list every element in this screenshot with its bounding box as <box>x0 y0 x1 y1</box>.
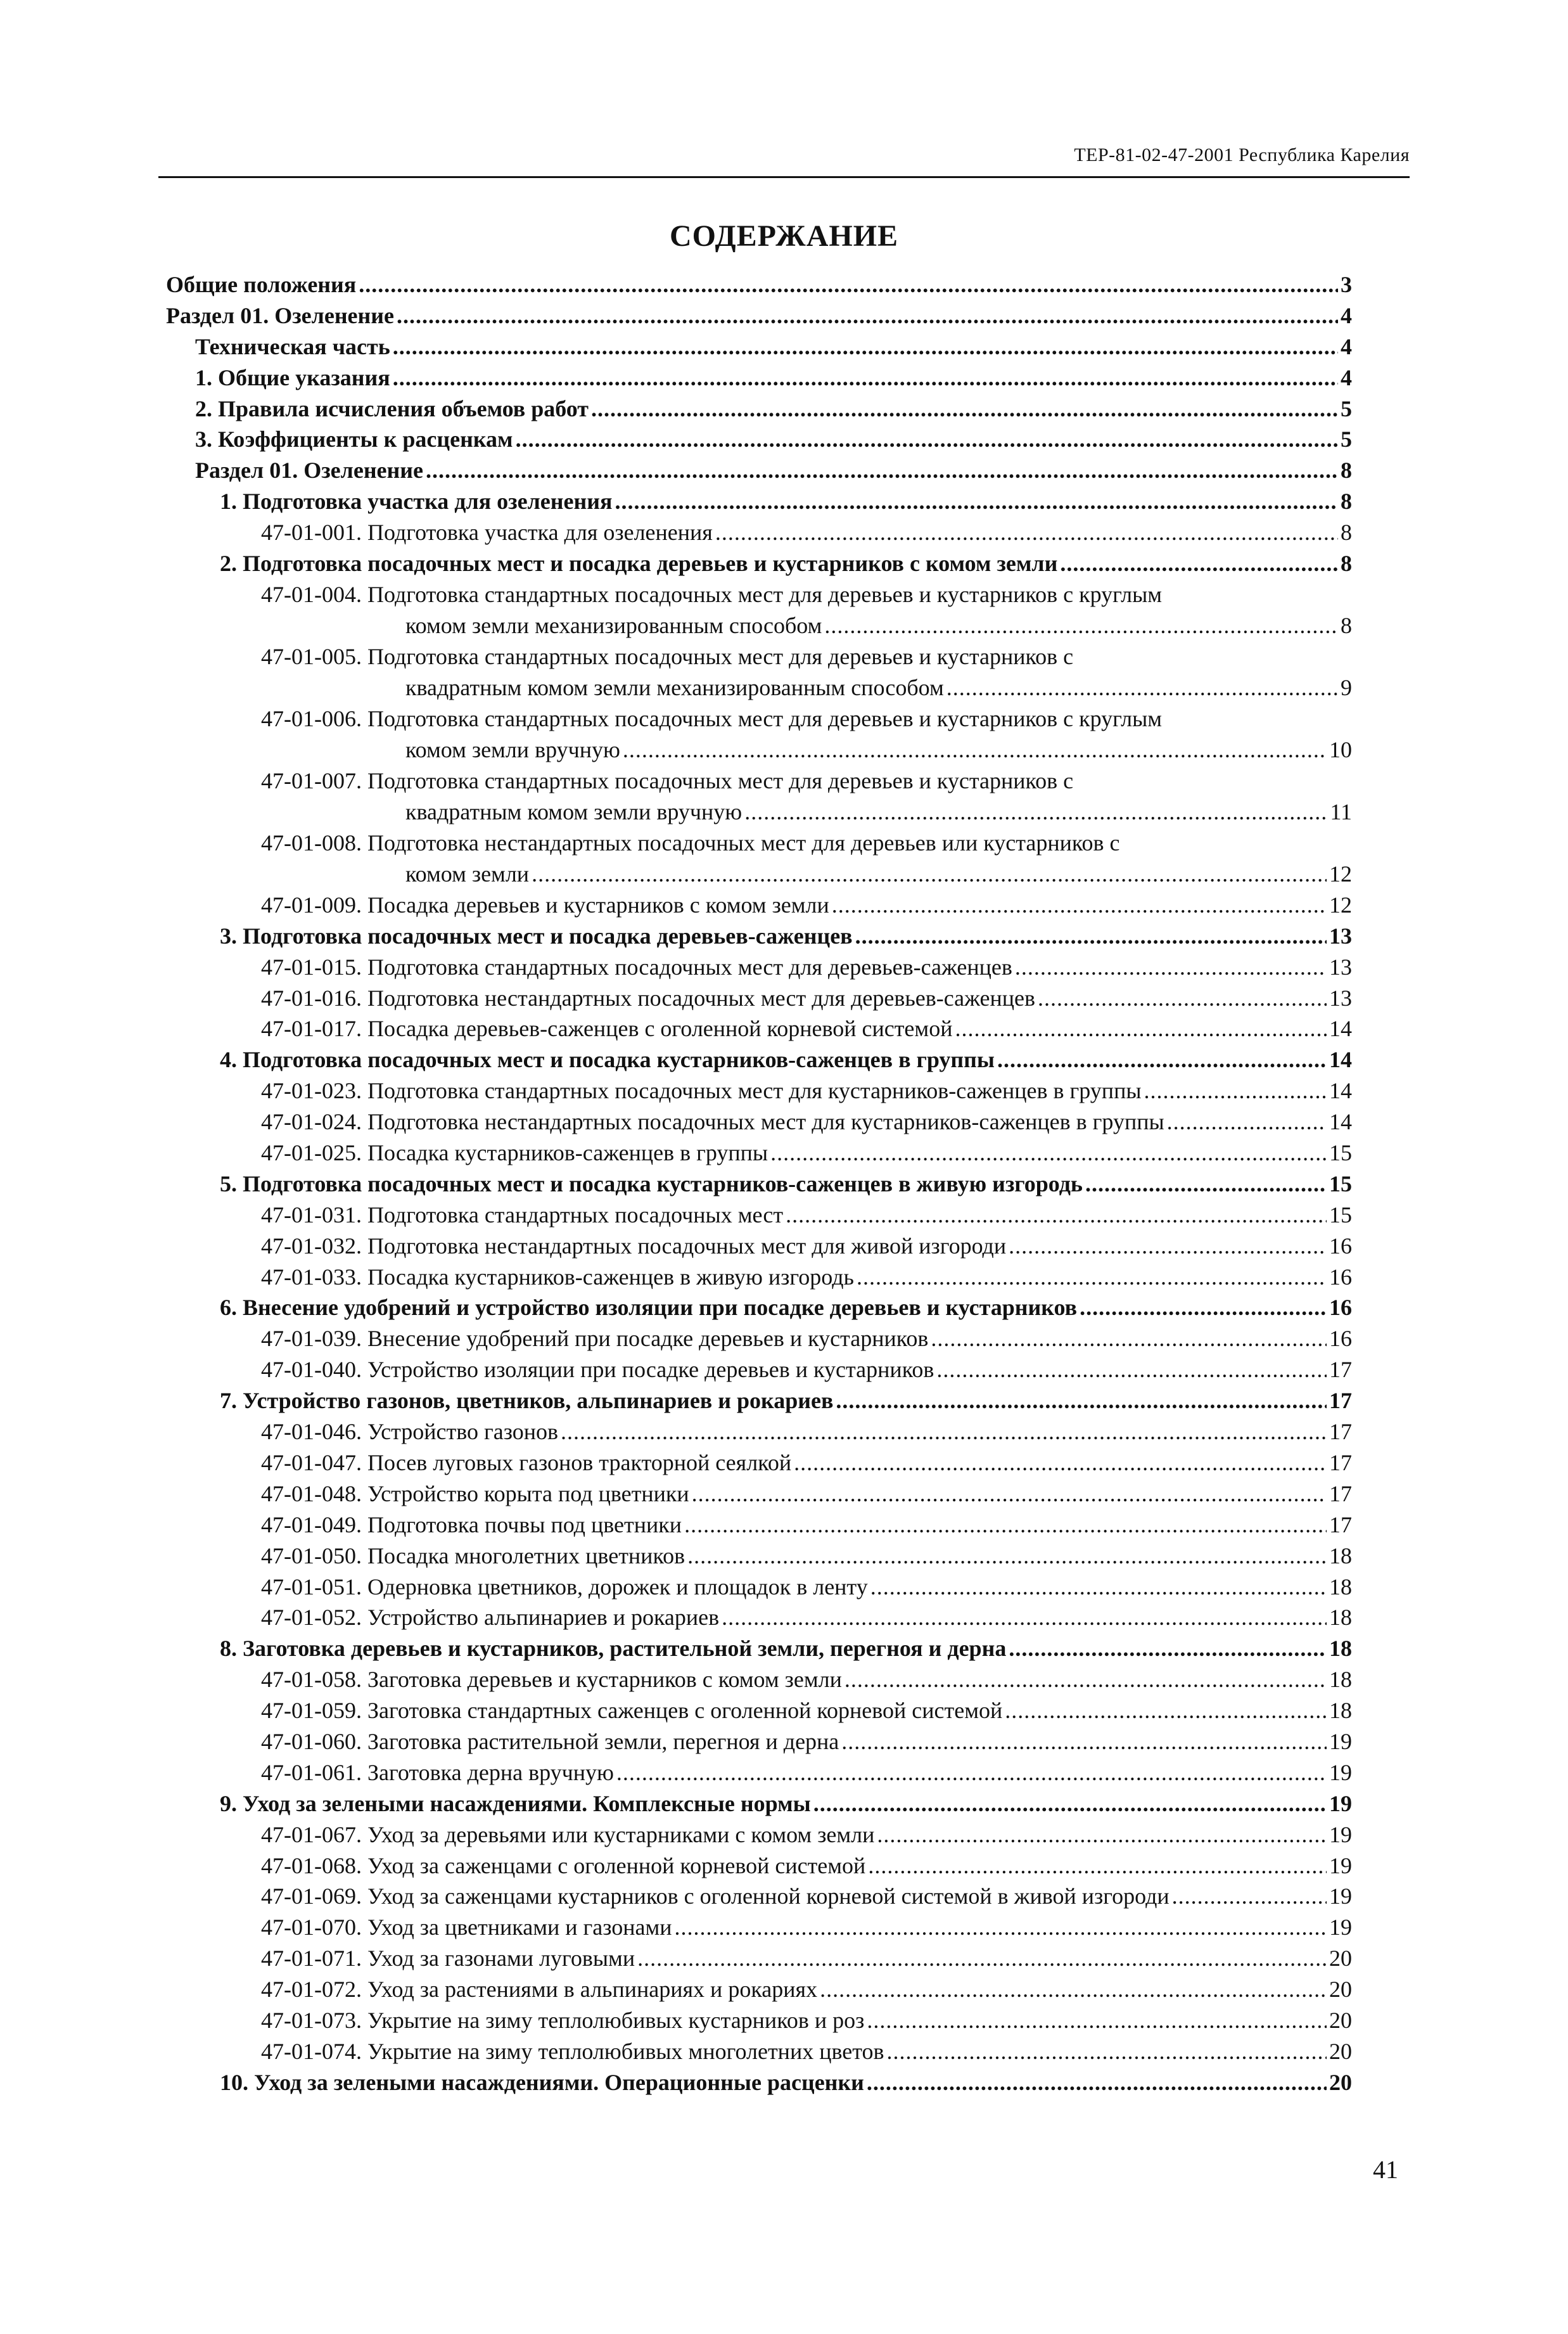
toc-entry-page: 18 <box>1329 1667 1352 1693</box>
toc-entry-title: 47-01-067. Уход за деревьями или кустарниками с комом земли <box>261 1821 875 1847</box>
toc-entry-title: 7. Устройство газонов, цветников, альпинариев и рокариев <box>220 1388 834 1414</box>
toc-entry-page: 19 <box>1329 1914 1352 1940</box>
toc-entry-title: 47-01-070. Уход за цветниками и газонами <box>261 1914 672 1940</box>
toc-entry <box>166 2036 1352 2067</box>
toc-entry-title: Техническая часть <box>195 333 390 359</box>
toc-entry-title: 8. Заготовка деревьев и кустарников, растительной земли, перегноя и дерна <box>220 1636 1007 1662</box>
toc-entry-page: 16 <box>1329 1326 1352 1352</box>
toc-entry <box>166 1974 1352 2005</box>
dot-leader <box>867 2005 1327 2036</box>
toc-entry-title: 47-01-009. Посадка деревьев и кустарников с комом земли <box>261 892 829 918</box>
dot-leader <box>936 1354 1327 1385</box>
toc-entry <box>166 1262 1352 1293</box>
toc-entry-page: 20 <box>1329 1977 1352 2003</box>
toc-entry-page: 5 <box>1341 426 1352 452</box>
toc-entry-title: 6. Внесение удобрений и устройство изоляции при посадке деревьев и кустарников <box>220 1295 1078 1321</box>
dot-leader <box>857 1262 1327 1293</box>
toc-entry <box>166 1385 1352 1416</box>
dot-leader <box>616 1757 1327 1788</box>
toc-entry-title: 47-01-046. Устройство газонов <box>261 1419 559 1445</box>
toc-entry-page: 3 <box>1341 272 1352 297</box>
toc-entry <box>166 455 1352 486</box>
dot-leader <box>591 394 1338 425</box>
document-header: ТЕР-81-02-47-2001 Республика Карелия <box>1074 144 1410 165</box>
toc-entry-page: 18 <box>1329 1698 1352 1724</box>
toc-entry <box>166 1138 1352 1169</box>
toc-entry <box>166 1416 1352 1447</box>
toc-entry <box>166 362 1352 394</box>
dot-leader <box>393 331 1338 362</box>
toc-entry <box>166 1726 1352 1757</box>
toc-entry-title: 47-01-049. Подготовка почвы под цветники <box>261 1511 682 1537</box>
toc-entry <box>166 1292 1352 1323</box>
toc-entry-page: 12 <box>1329 861 1352 887</box>
dot-leader <box>794 1447 1327 1478</box>
toc-entry-title: 47-01-006. Подготовка стандартных посадочных мест для деревьев и кустарников с круглым <box>261 705 1163 731</box>
toc-entry-page: 8 <box>1341 551 1352 577</box>
toc-entry <box>166 548 1352 579</box>
toc-entry-title: комом земли механизированным способом <box>405 612 822 638</box>
toc-entry <box>166 1943 1352 1974</box>
toc-entry-title: 2. Подготовка посадочных мест и посадка деревьев и кустарников с комом земли <box>220 551 1058 577</box>
toc-entry <box>166 703 1352 766</box>
toc-entry-title: 47-01-073. Укрытие на зиму теплолюбивых кустарников и роз <box>261 2007 865 2033</box>
toc-entry-title: 47-01-069. Уход за саженцами кустарников с оголенной корневой системой в живой изгороди <box>261 1883 1170 1909</box>
toc-entry-title: 47-01-025. Посадка кустарников-саженцев в группы <box>261 1140 768 1166</box>
toc-entry-title: Раздел 01. Озеленение <box>166 302 394 328</box>
toc-entry-title: 47-01-017. Посадка деревьев-саженцев с оголенной корневой системой <box>261 1016 953 1042</box>
toc-entry-page: 17 <box>1329 1388 1352 1414</box>
dot-leader <box>1144 1075 1327 1106</box>
toc-entry-title: 5. Подготовка посадочных мест и посадка кустарников-саженцев в живую изгородь <box>220 1170 1083 1196</box>
dot-leader <box>1060 548 1338 579</box>
dot-leader <box>867 2067 1327 2098</box>
toc-entry <box>166 1695 1352 1726</box>
toc-entry-title: 47-01-048. Устройство корыта под цветники <box>261 1480 689 1506</box>
toc-entry <box>166 394 1352 425</box>
toc-entry-title: 47-01-051. Одерновка цветников, дорожек и площадок в ленту <box>261 1574 868 1600</box>
dot-leader <box>877 1819 1327 1850</box>
toc-entry <box>166 1510 1352 1541</box>
toc-entry-title: 47-01-008. Подготовка нестандартных посадочных мест для деревьев или кустарников с <box>261 830 1120 856</box>
toc-entry-page: 16 <box>1329 1264 1352 1290</box>
dot-leader <box>744 797 1327 828</box>
dot-leader <box>1172 1881 1327 1912</box>
toc-entry-page: 8 <box>1341 612 1352 638</box>
toc-entry <box>166 766 1352 828</box>
dot-leader <box>1038 983 1327 1014</box>
toc-entry-title: 47-01-071. Уход за газонами луговыми <box>261 1946 635 1972</box>
dot-leader <box>1009 1231 1327 1262</box>
toc-entry-page: 19 <box>1329 1852 1352 1878</box>
toc-entry <box>166 983 1352 1014</box>
toc-entry-page: 17 <box>1329 1511 1352 1537</box>
page-number: 41 <box>1373 2155 1398 2184</box>
toc-entry-title: 47-01-005. Подготовка стандартных посадочных мест для деревьев и кустарников с <box>261 643 1074 669</box>
toc-entry-title: 47-01-033. Посадка кустарников-саженцев в живую изгородь <box>261 1264 854 1290</box>
toc-entry-title: 47-01-059. Заготовка стандартных саженцев с оголенной корневой системой <box>261 1698 1003 1724</box>
toc-entry-title: 47-01-015. Подготовка стандартных посадочных мест для деревьев-саженцев <box>261 954 1012 980</box>
toc-entry <box>166 2067 1352 2098</box>
dot-leader <box>786 1200 1327 1231</box>
toc-entry <box>166 890 1352 921</box>
toc-entry-title: 47-01-061. Заготовка дерна вручную <box>261 1759 614 1785</box>
toc-entry-title: 47-01-001. Подготовка участка для озеленения <box>261 520 713 546</box>
toc-entry <box>166 1850 1352 1882</box>
toc-entry-page: 8 <box>1341 458 1352 484</box>
toc-entry-title: 47-01-032. Подготовка нестандартных посадочных мест для живой изгороди <box>261 1233 1007 1259</box>
toc-entry <box>166 921 1352 952</box>
toc-entry-title: 47-01-004. Подготовка стандартных посадочных мест для деревьев и кустарников с круглым <box>261 581 1163 607</box>
toc-entry-title: 1. Подготовка участка для озеленения <box>220 489 613 515</box>
toc-entry-page: 14 <box>1329 1016 1352 1042</box>
toc-entry <box>166 1912 1352 1943</box>
toc-entry <box>166 1231 1352 1262</box>
toc-entry <box>166 1819 1352 1850</box>
toc-entry-title: 47-01-047. Посев луговых газонов тракторной сеялкой <box>261 1449 792 1475</box>
toc-entry-page: 12 <box>1329 892 1352 918</box>
toc-entry-page: 8 <box>1341 520 1352 546</box>
toc-entry <box>166 1633 1352 1664</box>
toc-entry <box>166 1478 1352 1510</box>
toc-entry-title: 1. Общие указания <box>195 364 390 390</box>
dot-leader <box>684 1510 1327 1541</box>
toc-entry-page: 15 <box>1329 1170 1352 1196</box>
toc-entry-title: 3. Коэффициенты к расценкам <box>195 426 513 452</box>
toc-entry-title: 47-01-031. Подготовка стандартных посадочных мест <box>261 1202 784 1228</box>
dot-leader <box>947 672 1338 703</box>
toc-entry <box>166 424 1352 455</box>
toc-entry <box>166 486 1352 517</box>
toc-entry-page: 19 <box>1329 1728 1352 1754</box>
toc-entry-page: 19 <box>1329 1883 1352 1909</box>
dot-leader <box>1167 1106 1327 1138</box>
toc-entry <box>166 1664 1352 1695</box>
dot-leader <box>615 486 1338 517</box>
toc-entry <box>166 1541 1352 1572</box>
toc-entry-page: 17 <box>1329 1480 1352 1506</box>
toc-entry-page: 19 <box>1329 1759 1352 1785</box>
toc-entry <box>166 331 1352 362</box>
toc-entry-title: 47-01-050. Посадка многолетних цветников <box>261 1542 685 1568</box>
dot-leader <box>997 1044 1327 1075</box>
dot-leader <box>855 921 1327 952</box>
toc-entry-page: 13 <box>1329 985 1352 1011</box>
toc-entry <box>166 828 1352 890</box>
toc-entry-title: 4. Подготовка посадочных мест и посадка кустарников-саженцев в группы <box>220 1047 995 1073</box>
toc-entry-page: 11 <box>1330 798 1352 824</box>
toc-entry-page: 18 <box>1329 1605 1352 1631</box>
toc-entry <box>166 1354 1352 1385</box>
toc-entry-page: 18 <box>1329 1542 1352 1568</box>
dot-leader <box>397 300 1338 331</box>
dot-leader <box>931 1323 1327 1354</box>
toc-entry <box>166 1169 1352 1200</box>
dot-leader <box>532 859 1327 890</box>
toc-entry <box>166 1788 1352 1819</box>
toc-entry-page: 17 <box>1329 1357 1352 1383</box>
dot-leader <box>722 1602 1327 1633</box>
toc-entry-title: 47-01-068. Уход за саженцами с оголенной корневой системой <box>261 1852 866 1878</box>
toc-entry <box>166 641 1352 703</box>
toc-entry-title: 47-01-039. Внесение удобрений при посадке деревьев и кустарников <box>261 1326 929 1352</box>
toc-entry-page: 9 <box>1341 674 1352 700</box>
dot-leader <box>623 734 1327 766</box>
toc-entry-page: 4 <box>1341 333 1352 359</box>
dot-leader <box>692 1478 1327 1510</box>
toc-entry-page: 20 <box>1329 2069 1352 2095</box>
toc-entry-title: 47-01-058. Заготовка деревьев и кустарников с комом земли <box>261 1667 842 1693</box>
toc-entry <box>166 1075 1352 1106</box>
dot-leader <box>824 610 1338 641</box>
toc-entry <box>166 1013 1352 1044</box>
toc-entry-title: 10. Уход за зелеными насаждениями. Операционные расценки <box>220 2069 864 2095</box>
toc-entry-title: 47-01-072. Уход за растениями в альпинариях и рокариях <box>261 1977 818 2003</box>
toc-entry-title: 47-01-023. Подготовка стандартных посадочных мест для кустарников-саженцев в группы <box>261 1078 1142 1104</box>
dot-leader <box>561 1416 1327 1447</box>
toc-entry-title: Общие положения <box>166 272 357 297</box>
toc-entry-title: квадратным комом земли вручную <box>405 798 743 824</box>
toc-entry-page: 15 <box>1329 1140 1352 1166</box>
toc-entry <box>166 1106 1352 1138</box>
toc-entry <box>166 1044 1352 1075</box>
toc-entry-page: 20 <box>1329 2007 1352 2033</box>
toc-entry-page: 14 <box>1329 1109 1352 1135</box>
toc-entry <box>166 517 1352 548</box>
dot-leader <box>687 1541 1327 1572</box>
toc-entry-page: 20 <box>1329 2038 1352 2064</box>
dot-leader <box>955 1013 1327 1044</box>
toc-entry-title: 2. Правила исчисления объемов работ <box>195 395 589 421</box>
toc-entry-title: 47-01-007. Подготовка стандартных посадочных мест для деревьев и кустарников с <box>261 767 1074 793</box>
dot-leader <box>832 890 1327 921</box>
toc-entry-title: Раздел 01. Озеленение <box>195 458 423 484</box>
toc-entry-title: комом земли <box>405 861 530 887</box>
dot-leader <box>675 1912 1327 1943</box>
toc-entry <box>166 1200 1352 1231</box>
toc-entry-page: 18 <box>1329 1636 1352 1662</box>
dot-leader <box>359 269 1338 300</box>
dot-leader <box>1005 1695 1327 1726</box>
toc-entry-title: 47-01-052. Устройство альпинариев и рокариев <box>261 1605 720 1631</box>
toc-entry-page: 14 <box>1329 1078 1352 1104</box>
toc-entry-page: 18 <box>1329 1574 1352 1600</box>
toc-entry-page: 8 <box>1341 489 1352 515</box>
toc-entry-page: 4 <box>1341 364 1352 390</box>
dot-leader <box>887 2036 1327 2067</box>
toc-entry-page: 15 <box>1329 1202 1352 1228</box>
toc-entry <box>166 579 1352 641</box>
dot-leader <box>1009 1633 1327 1664</box>
toc-entry-page: 4 <box>1341 302 1352 328</box>
toc-entry-page: 19 <box>1329 1790 1352 1816</box>
toc-entry-title: 47-01-060. Заготовка растительной земли, перегноя и дерна <box>261 1728 839 1754</box>
dot-leader <box>820 1974 1327 2005</box>
toc-entry-page: 19 <box>1329 1821 1352 1847</box>
dot-leader <box>516 424 1338 455</box>
page-title: СОДЕРЖАНИЕ <box>669 219 899 253</box>
toc-entry-page: 13 <box>1329 923 1352 949</box>
header-divider <box>158 176 1410 178</box>
toc-entry-page: 14 <box>1329 1047 1352 1073</box>
toc-entry-title: 47-01-024. Подготовка нестандартных посадочных мест для кустарников-саженцев в группы <box>261 1109 1164 1135</box>
toc-entry-title: 47-01-040. Устройство изоляции при посадке деревьев и кустарников <box>261 1357 934 1383</box>
toc-entry <box>166 952 1352 983</box>
toc-entry-page: 10 <box>1329 736 1352 762</box>
toc-entry-page: 20 <box>1329 1946 1352 1972</box>
toc-entry-title: квадратным комом земли механизированным способом <box>405 674 944 700</box>
dot-leader <box>836 1385 1327 1416</box>
toc-entry <box>166 1447 1352 1478</box>
dot-leader <box>868 1850 1327 1882</box>
toc-entry-page: 16 <box>1329 1295 1352 1321</box>
dot-leader <box>770 1138 1327 1169</box>
dot-leader <box>637 1943 1327 1974</box>
toc-entry-page: 17 <box>1329 1419 1352 1445</box>
toc-entry <box>166 300 1352 331</box>
toc-entry-title: 47-01-074. Укрытие на зиму теплолюбивых многолетних цветов <box>261 2038 884 2064</box>
dot-leader <box>1080 1292 1327 1323</box>
dot-leader <box>426 455 1338 486</box>
toc-entry-title: 3. Подготовка посадочных мест и посадка деревьев-саженцев <box>220 923 853 949</box>
dot-leader <box>870 1572 1327 1603</box>
dot-leader <box>1085 1169 1327 1200</box>
table-of-contents <box>166 269 1352 2098</box>
toc-entry-page: 5 <box>1341 395 1352 421</box>
dot-leader <box>393 362 1338 394</box>
toc-entry-title: комом земли вручную <box>405 736 620 762</box>
toc-entry <box>166 1881 1352 1912</box>
toc-entry-page: 17 <box>1329 1449 1352 1475</box>
dot-leader <box>841 1726 1327 1757</box>
toc-entry-page: 16 <box>1329 1233 1352 1259</box>
toc-entry-title: 47-01-016. Подготовка нестандартных посадочных мест для деревьев-саженцев <box>261 985 1036 1011</box>
dot-leader <box>845 1664 1327 1695</box>
toc-entry <box>166 269 1352 300</box>
toc-entry-title: 9. Уход за зелеными насаждениями. Комплексные нормы <box>220 1790 811 1816</box>
dot-leader <box>715 517 1338 548</box>
toc-entry <box>166 1757 1352 1788</box>
toc-entry <box>166 2005 1352 2036</box>
toc-entry-page: 13 <box>1329 954 1352 980</box>
dot-leader <box>1015 952 1327 983</box>
toc-entry <box>166 1602 1352 1633</box>
toc-entry <box>166 1323 1352 1354</box>
toc-entry <box>166 1572 1352 1603</box>
dot-leader <box>813 1788 1327 1819</box>
